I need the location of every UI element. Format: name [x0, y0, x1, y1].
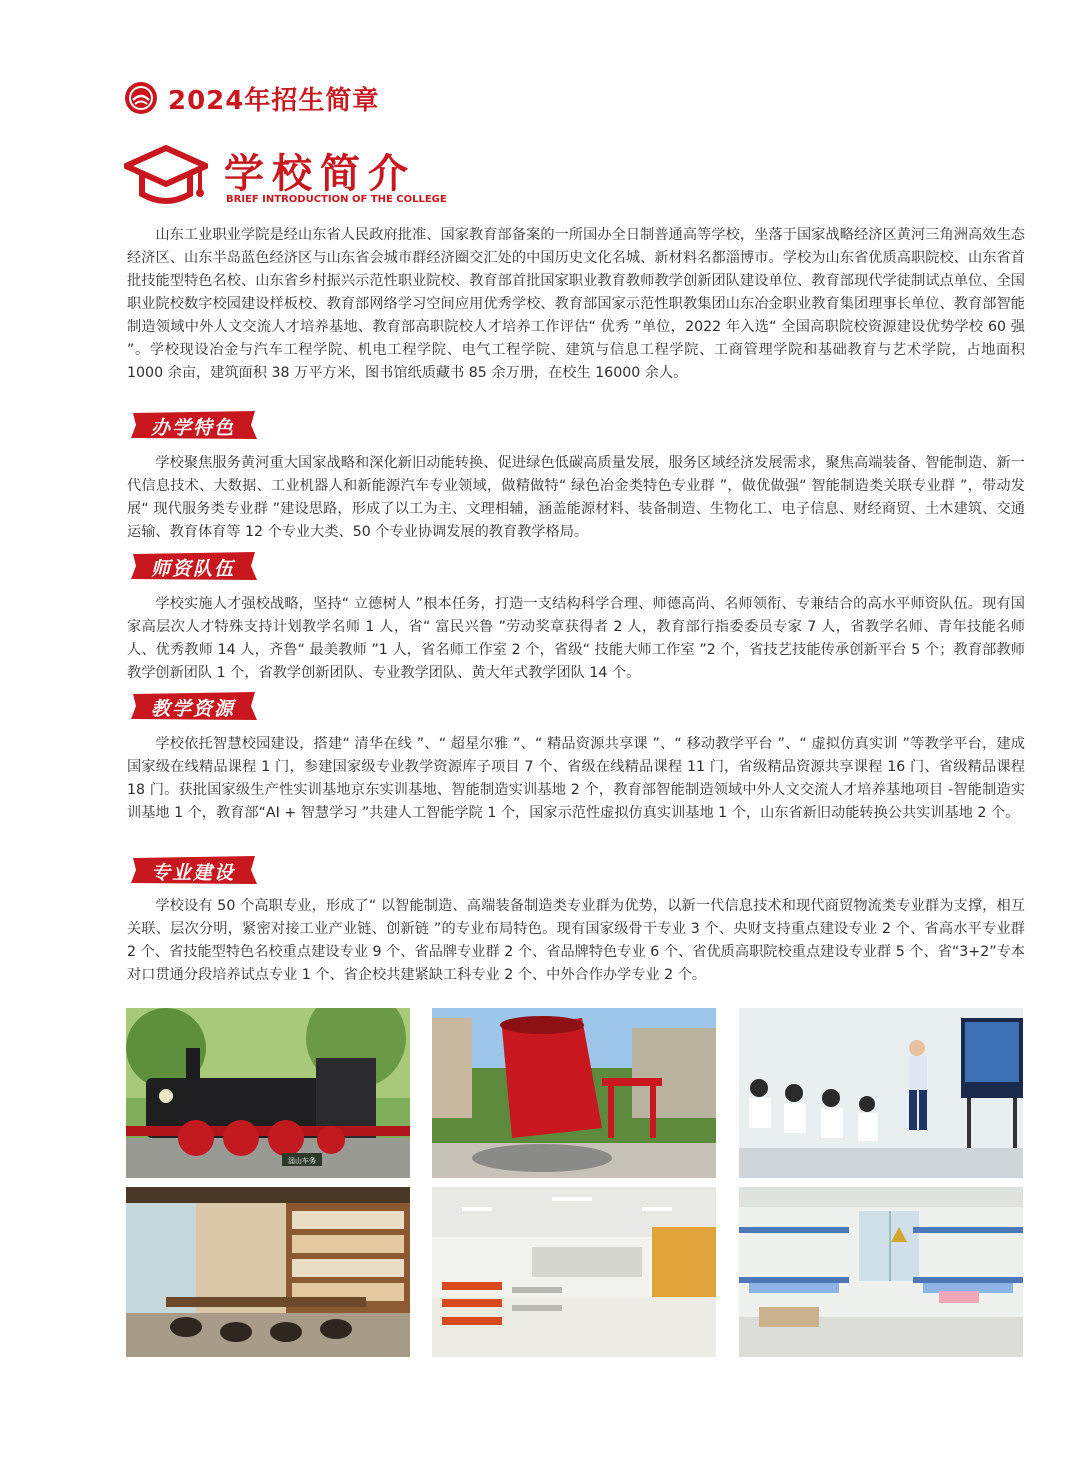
- photo-steam-locomotive: [126, 1008, 410, 1178]
- badge-label: 教学资源: [151, 698, 236, 720]
- resources-paragraph: 学校依托智慧校园建设，搭建“ 清华在线 ”、“ 超星尔雅 ”、“ 精品资源共享课 ”、“ 移动教学平台 ”、“ 虚拟仿真实训 ”等教学平台，建成国家级在线精品课程 1 门，参建国家级专业教学资源库子项目 7 个、省级在线精品课程 11 门，省级精品资源共享课程 16 门、省级精品课程 18 门。获批国家级生产性实训基地京东实训基地、智能制造实训基地 2 个，教育部智能制造领域中外人文交流人才培养基地项目 -智能制造实训基地 1 个，教育部“AI + 智慧学习 ”共建人工智能学院 1 个，国家示范性虚拟仿真实训基地 1 个，山东省新旧动能转换公共实训基地 2 个。: [127, 736, 1025, 821]
- majors-paragraph: 学校设有 50 个高职专业，形成了“ 以智能制造、高端装备制造类专业群为优势，以新一代信息技术和现代商贸物流类专业群为支撑，相互关联、层次分明，紧密对接工业产业链、创新链 ”的专业布局特色。现有国家级骨干专业 3 个、央财支持重点建设专业 2 个、省高水平专业群 2 个、省技能型特色名校重点建设专业 9 个、省品牌专业群 2 个、省品牌特色专业 6 个、省优质高职院校重点建设专业群 5 个、省“3+2”专本对口贯通分段培养试点专业 1 个、省企校共建紧缺工科专业 2 个、中外合作办学专业 2 个。: [127, 898, 1025, 983]
- badge-label: 专业建设: [151, 862, 236, 884]
- photo-library-reading-room: [126, 1187, 410, 1357]
- badge-majors: [127, 855, 259, 885]
- photo-ladle-sculpture: [432, 1008, 716, 1178]
- section-heading: [124, 140, 524, 210]
- photo-classroom: [739, 1008, 1023, 1178]
- page-header: [124, 80, 379, 116]
- badge-features: [127, 410, 259, 440]
- badge-label: 师资队伍: [151, 558, 236, 580]
- badge-faculty: [127, 551, 259, 581]
- photo-dining-hall: [432, 1187, 716, 1357]
- school-logo-icon: [124, 81, 158, 115]
- badge-resources: [127, 691, 259, 721]
- graduation-cap-icon: [124, 144, 208, 210]
- badge-label: 办学特色: [151, 417, 236, 439]
- features-paragraph: 学校聚焦服务黄河重大国家战略和深化新旧动能转换、促进绿色低碳高质量发展，服务区域经济发展需求，聚焦高端装备、智能制造、新一代信息技术、大数据、工业机器人和新能源汽车专业领域，做精做特“ 绿色冶金类特色专业群 ”，做优做强“ 智能制造类关联专业群 ”，带动发展“ 现代服务类专业群 ”建设思路，形成了以工为主、文理相辅，涵盖能源材料、装备制造、生物化工、电子信息、财经商贸、土木建筑、交通运输、教育体育等 12 个专业大类、50 个专业协调发展的教育教学格局。: [127, 455, 1025, 540]
- locomotive-plate-label: 淄山车务: [288, 1157, 316, 1165]
- intro-paragraph: 山东工业职业学院是经山东省人民政府批准、国家教育部备案的一所国办全日制普通高等学校，坐落于国家战略经济区黄河三角洲高效生态经济区、山东半岛蓝色经济区与山东省会城市群经济圈交汇处的中国历史文化名城、新材料名都淄博市。学校为山东省优质高职院校、山东省首批技能型特色名校、山东省乡村振兴示范性职业院校、教育部首批国家职业教育教师教学创新团队建设单位、教育部现代学徒制试点单位、全国职业院校数字校园建设样板校、教育部网络学习空间应用优秀学校、教育部国家示范性职教集团山东冶金职业教育集团理事长单位、教育部智能制造领域中外人文交流人才培养基地、教育部高职院校人才培养工作评估“ 优秀 ”单位，2022 年入选“ 全国高职院校资源建设优势学校 60 强 ”。学校现设冶金与汽车工程学院、机电工程学院、电气工程学院、建筑与信息工程学院、工商管理学院和基础教育与艺术学院，占地面积 1000 余亩，建筑面积 38 万平方米，图书馆纸质藏书 85 余万册，在校生 16000 余人。: [127, 227, 1025, 381]
- section-title: 学校简介: [224, 151, 416, 197]
- brochure-title: 2024年招生简章: [168, 85, 380, 116]
- section-subtitle: BRIEF INTRODUCTION OF THE COLLEGE: [226, 194, 447, 205]
- faculty-paragraph: 学校实施人才强校战略，坚持“ 立德树人 ”根本任务，打造一支结构科学合理、师德高尚、名师领衔、专兼结合的高水平师资队伍。现有国家高层次人才特殊支持计划教学名师 1 人，省“ 富民兴鲁 ”劳动奖章获得者 2 人，教育部行指委委员专家 7 人，省教学名师、青年技能名师人、优秀教师 14 人，齐鲁“ 最美教师 ”1 人，省名师工作室 2 个，省级“ 技能大师工作室 ”2 个，省技艺技能传承创新平台 5 个；教育部教师教学创新团队 1 个，省教学创新团队、专业教学团队、黄大年式教学团队 14 个。: [127, 596, 1025, 681]
- photo-dormitory: [739, 1187, 1023, 1357]
